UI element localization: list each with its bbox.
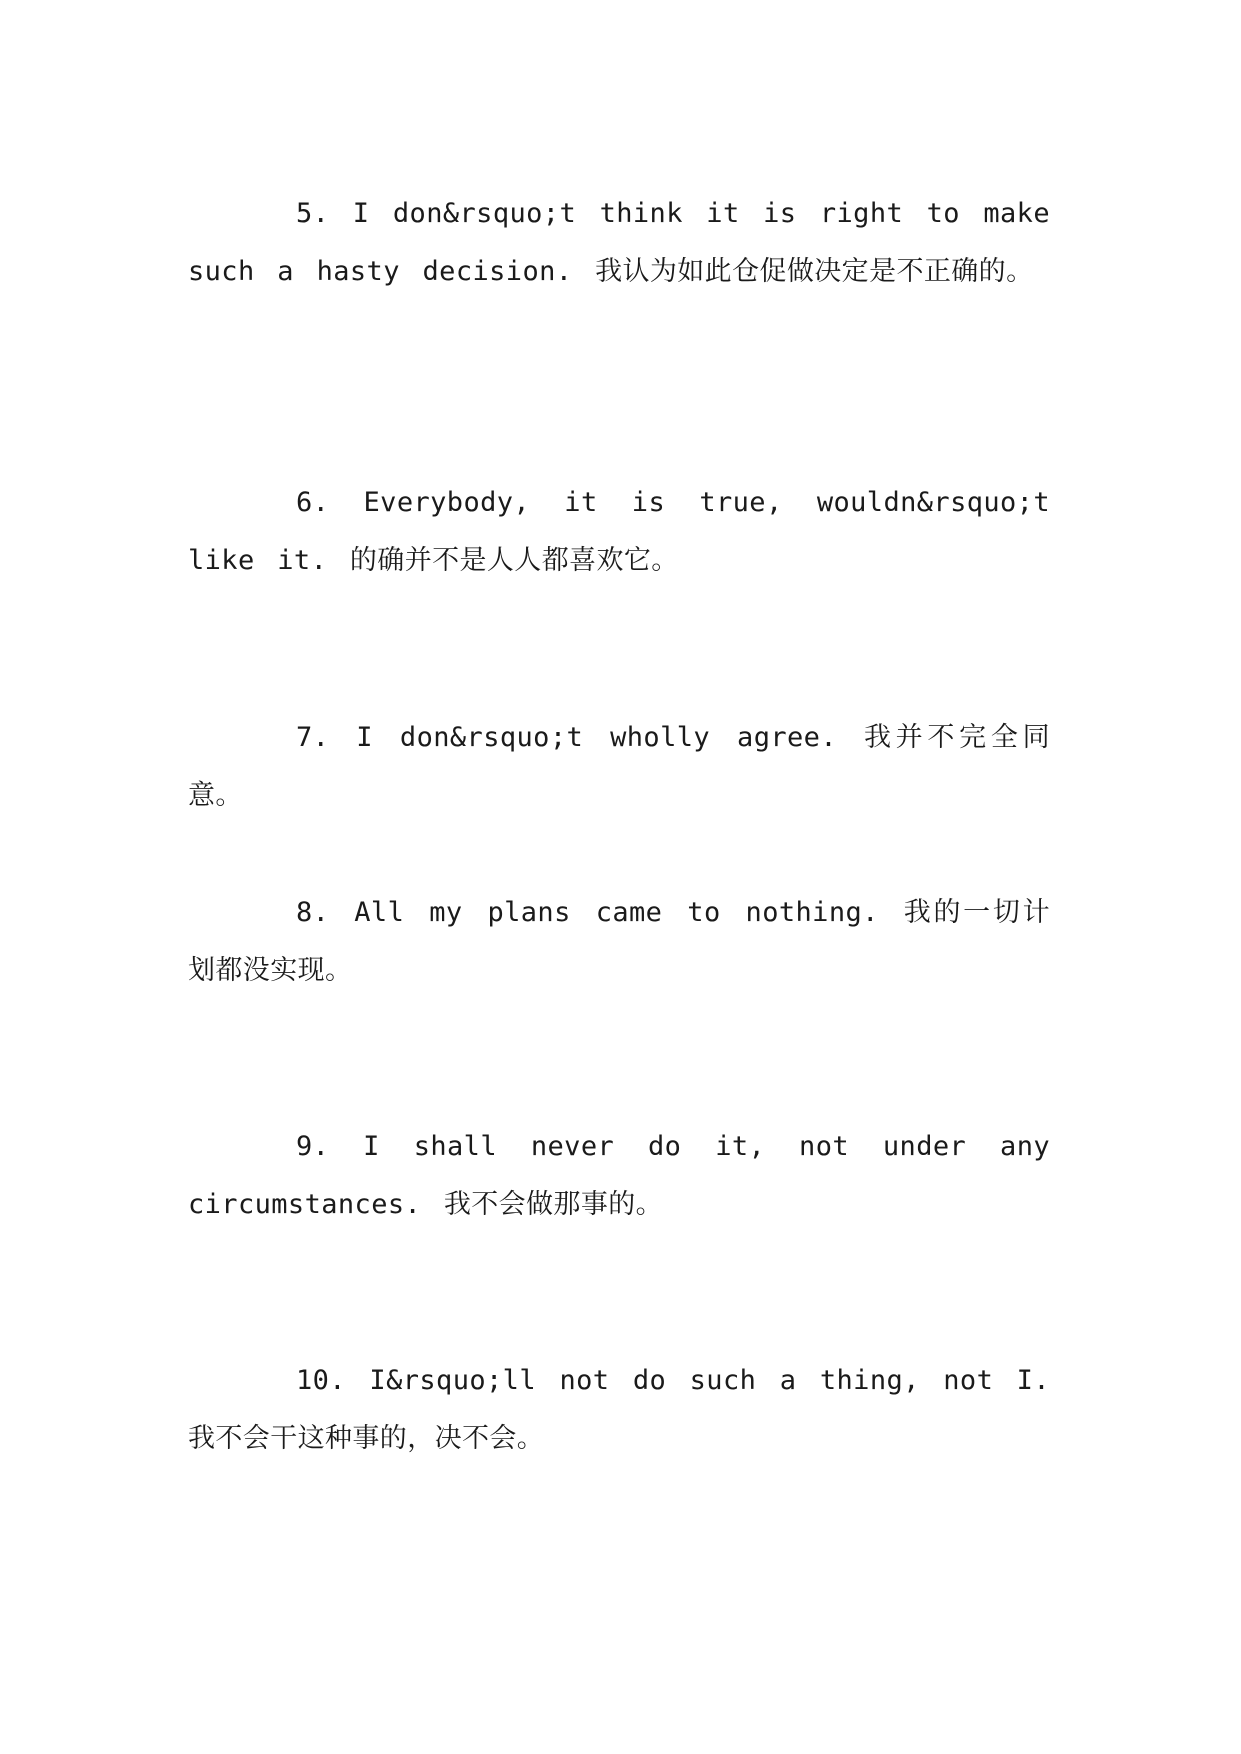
paragraph-5: 5. I don&rsquo;t think it is right to make such a hasty decision. 我认为如此仓促做决定是不正确的。 [188, 198, 1050, 287]
paragraph-8: 8. All my plans came to nothing. 我的一切计划都没实现。 [188, 897, 1050, 986]
paragraph-7: 7. I don&rsquo;t wholly agree. 我并不完全同意。 [188, 722, 1050, 811]
paragraph-6: 6. Everybody, it is true, wouldn&rsquo;t like it. 的确并不是人人都喜欢它。 [188, 487, 1050, 576]
paragraph-9: 9. I shall never do it, not under any circumstances. 我不会做那事的。 [188, 1131, 1050, 1220]
paragraph-10: 10. I&rsquo;ll not do such a thing, not I. 我不会干这种事的，决不会。 [188, 1365, 1050, 1454]
